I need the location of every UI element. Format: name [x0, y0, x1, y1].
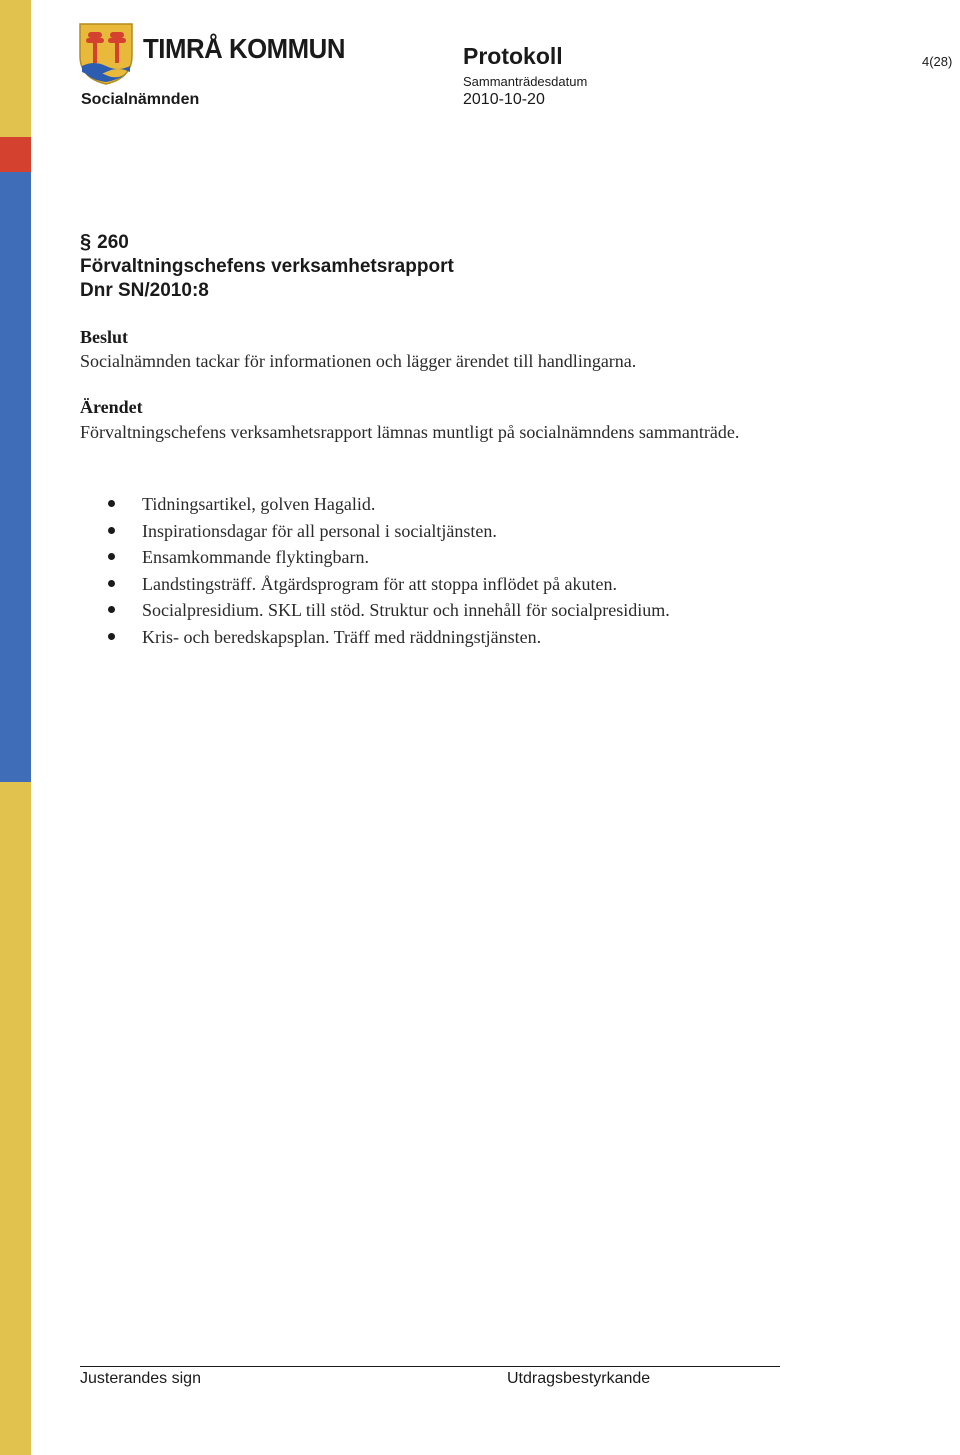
meeting-date: 2010-10-20	[463, 91, 545, 108]
topic-list	[108, 492, 670, 651]
case-number: Dnr SN/2010:8	[80, 280, 209, 301]
page-number: 4(28)	[922, 54, 953, 69]
list-item: Inspirationsdagar för all personal i socialtjänsten.	[108, 519, 670, 546]
arendet-heading: Ärendet	[80, 397, 143, 417]
list-item: Tidningsartikel, golven Hagalid.	[108, 492, 670, 519]
bullet-icon	[108, 633, 115, 640]
list-item: Socialpresidium. SKL till stöd. Struktur och innehåll för socialpresidium.	[108, 598, 670, 625]
section-title: Förvaltningschefens verksamhetsrapport	[80, 256, 454, 277]
side-stripe-yellow-bottom	[0, 782, 31, 1455]
beslut-text: Socialnämnden tackar för informationen och lägger ärendet till handlingarna.	[80, 351, 637, 371]
bullet-icon	[108, 553, 115, 560]
side-stripe-yellow-top	[0, 0, 31, 137]
paragraph-sign: §	[80, 231, 92, 253]
bullet-icon	[108, 606, 115, 613]
side-stripe-blue	[0, 172, 31, 782]
side-stripe-red	[0, 137, 31, 172]
bullet-icon	[108, 500, 115, 507]
list-item: Kris- och beredskapsplan. Träff med räddningstjänsten.	[108, 625, 670, 652]
bullet-icon	[108, 580, 115, 587]
arendet-text: Förvaltningschefens verksamhetsrapport lämnas muntligt på socialnämndens sammanträde.	[80, 422, 740, 442]
beslut-heading: Beslut	[80, 327, 129, 347]
section-number-value: 260	[97, 232, 129, 253]
organization-name: Socialnämnden	[81, 91, 200, 108]
list-item: Ensamkommande flyktingbarn.	[108, 545, 670, 572]
document-type: Protokoll	[463, 43, 563, 69]
brand-wordmark: TIMRÅ KOMMUN	[143, 33, 345, 64]
list-item: Landstingsträff. Åtgärdsprogram för att stoppa inflödet på akuten.	[108, 572, 670, 599]
section-number	[80, 231, 129, 254]
footer-justerandes-sign: Justerandes sign	[80, 1370, 201, 1387]
bullet-icon	[108, 527, 115, 534]
footer-divider	[80, 1366, 780, 1367]
meeting-date-label: Sammanträdesdatum	[463, 74, 588, 89]
footer-utdragsbestyrkande: Utdragsbestyrkande	[507, 1370, 651, 1387]
municipality-crest-icon	[78, 22, 134, 86]
